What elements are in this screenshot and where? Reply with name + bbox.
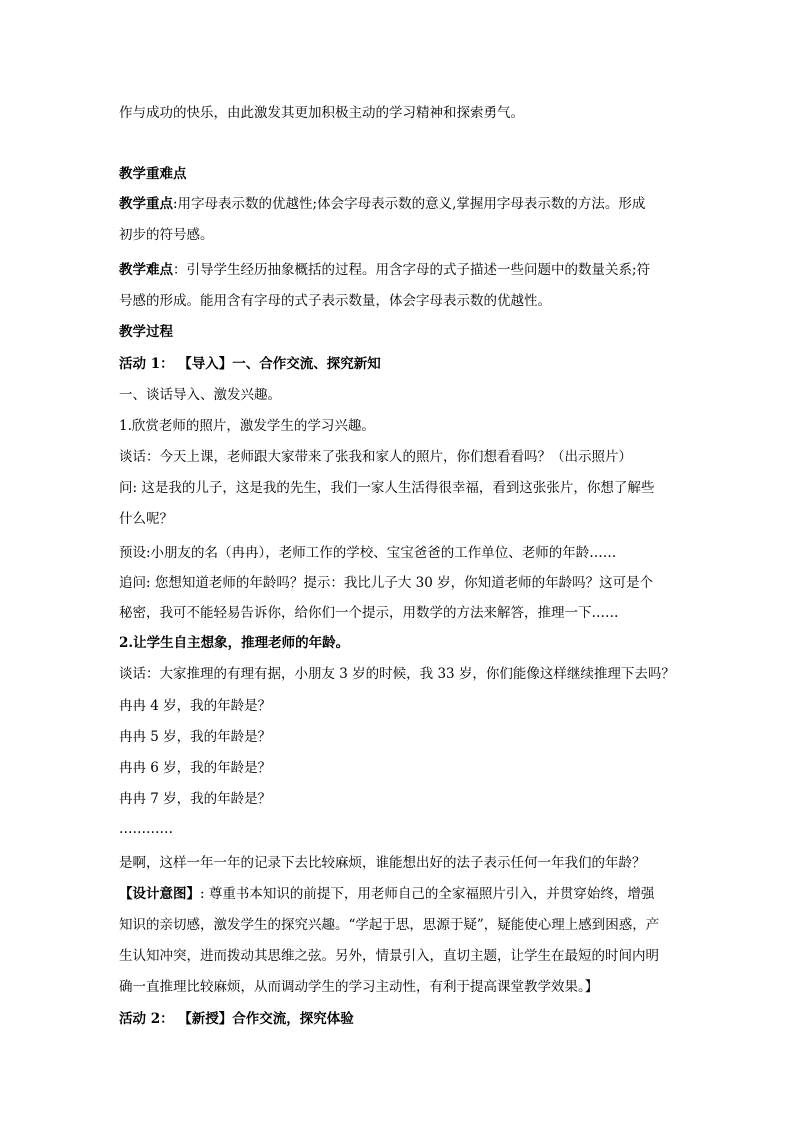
- key-points-text: :用字母表示数的优越性;体会字母表示数的意义,掌握用字母表示数的方法。形成: [173, 196, 646, 212]
- followup-line-1: 追问: 您想知道老师的年龄吗？提示：我比儿子大 30 岁，你知道老师的年龄吗？这可是个: [119, 575, 654, 591]
- design-intent-label: 【设计意图】: [119, 886, 200, 902]
- section-1-title: 一、谈话导入、激发兴趣。: [119, 387, 281, 403]
- age-line: 冉冉 4 岁，我的年龄是？: [119, 698, 272, 714]
- question-line-1: 问: 这是我的儿子，这是我的先生，我们一家人生活得很幸福，看到这张张片，你想了解些: [119, 480, 655, 496]
- followup-line-2: 秘密，我可不能轻易告诉你，给你们一个提示，用数学的方法来解答，推理一下……: [119, 605, 619, 621]
- intro-paragraph: 作与成功的快乐，由此激发其更加积极主动的学习精神和探索勇气。: [119, 105, 524, 121]
- design-line-2: 知识的亲切感，激发学生的探究兴趣。“学起于思，思源于疑”，疑能使心理上感到困惑，产: [119, 917, 660, 933]
- question-2: 是啊，这样一年一年的记录下去比较麻烦，谁能想出好的法子表示任何一年我们的年龄？: [119, 855, 646, 871]
- item-1: 1.欣赏老师的照片，激发学生的学习兴趣。: [119, 418, 375, 434]
- age-line: 冉冉 5 岁，我的年龄是？: [119, 729, 272, 745]
- key-points-line-1: [119, 195, 645, 213]
- talk-2: 谈话：大家推理的有理有据，小朋友 3 岁的时候，我 33 岁，你们能像这样继续推理下去吗？: [119, 666, 675, 682]
- age-line: 冉冉 7 岁，我的年龄是？: [119, 791, 272, 807]
- design-line-4: 确一直推理比较麻烦，从而调动学生的学习主动性，有利于提高课堂教学效果。】: [119, 979, 599, 995]
- design-text: : 尊重书本知识的前提下，用老师自己的全家福照片引入，并贯穿始终，增强: [200, 886, 655, 902]
- preset-line: 预设:小朋友的名（冉冉），老师工作的学校、宝宝爸爸的工作单位、老师的年龄……: [119, 545, 617, 561]
- activity-2-heading: 活动 2： 【新授】合作交流，探究体验: [119, 1011, 354, 1027]
- question-line-2: 什么呢？: [119, 511, 173, 527]
- section-heading-process: 教学过程: [119, 324, 173, 340]
- talk-1: 谈话：今天上课，老师跟大家带来了张我和家人的照片，你们想看看吗？（出示照片）: [119, 449, 632, 465]
- section-heading-key-difficulty: 教学重难点: [119, 166, 187, 182]
- age-line: 冉冉 6 岁，我的年龄是？: [119, 760, 272, 776]
- key-points-label: 教学重点: [119, 196, 173, 212]
- design-line-3: 生认知冲突，进而拨动其思维之弦。另外，情景引入，直切主题，让学生在最短的时间内明: [119, 948, 659, 964]
- difficulty-text: ：引导学生经历抽象概括的过程。用含字母的式子描述一些问题中的数量关系;符: [173, 262, 651, 278]
- difficulty-line-1: [119, 261, 650, 279]
- activity-1-heading: 活动 1： 【导入】一、合作交流、探究新知: [119, 356, 381, 372]
- design-line-1: [119, 885, 654, 903]
- difficulty-label: 教学难点: [119, 262, 173, 278]
- key-points-line-2: 初步的符号感。: [119, 227, 214, 243]
- item-2: 2.让学生自主想象，推理老师的年龄。: [119, 635, 350, 651]
- difficulty-line-2: 号感的形成。能用含有字母的式子表示数量，体会字母表示数的优越性。: [119, 293, 551, 309]
- ellipsis-line: …………: [119, 821, 173, 837]
